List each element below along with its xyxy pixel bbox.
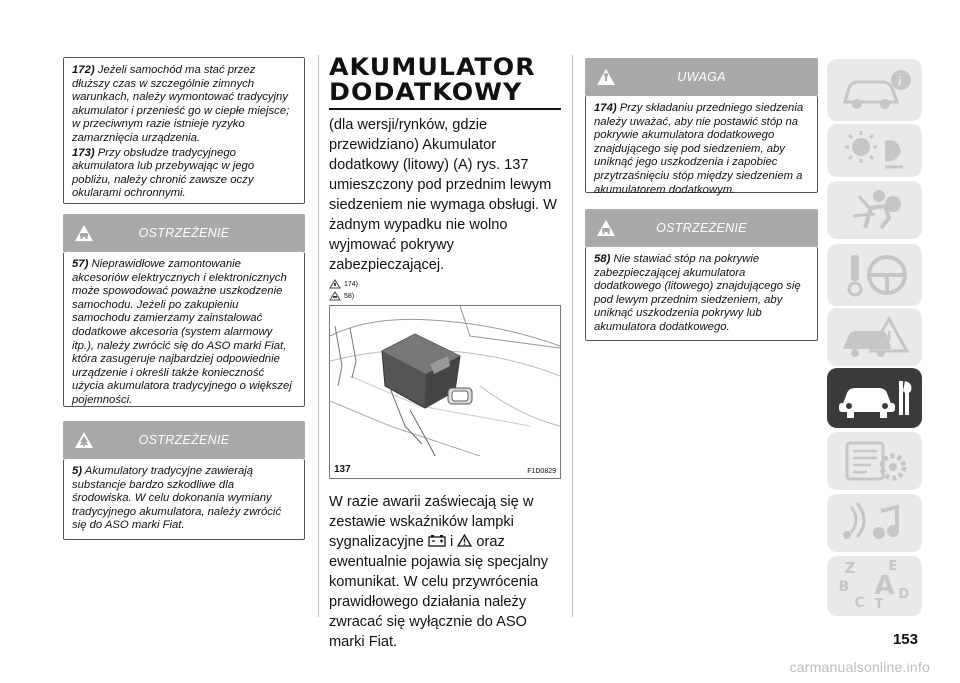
outro-text-i: i: [450, 534, 454, 550]
note-box-172-173: [63, 57, 305, 204]
tab-emergency[interactable]: [827, 308, 922, 366]
note-number: 5): [72, 465, 83, 477]
section-heading-line1: AKUMULATOR: [329, 53, 536, 81]
battery-warning-light-icon: [428, 534, 446, 547]
caution-box-174: [585, 96, 818, 196]
svg-text:i: i: [897, 73, 902, 88]
note-text: Przy obsłudze tradycyjnego akumulatora lub przebywając w jego pobliżu, należy chronić zawsze oczy okularami ochronnymi.: [72, 146, 255, 200]
index-letter: T: [874, 597, 884, 612]
caution-title: UWAGA: [677, 70, 726, 84]
car-crash-warning-icon: [835, 313, 915, 361]
car-info-icon: [835, 66, 915, 114]
airbag-person-icon: [835, 186, 915, 234]
car-service-tools-icon: [835, 375, 915, 421]
reference-number: 174): [344, 280, 359, 288]
left-column: [63, 57, 305, 540]
specs-gear-icon: [835, 437, 915, 485]
note-number: 57): [72, 258, 89, 270]
page-number: 153: [892, 631, 918, 648]
warning-title: OSTRZEŻENIE: [138, 226, 230, 240]
reference-number: 58): [344, 292, 355, 300]
multimedia-icon: [835, 499, 915, 547]
key-steering-icon: [835, 249, 915, 301]
note-text: Jeżeli samochód ma stać przez dłuższy czas w szczególnie zimnych warunkach, należy wymontować tradycyjny akumulator i przenieść go w ciepłe miejsce; w przeciwnym razie istnieje ryzyko zamarznięcia urządzenia.: [72, 64, 290, 144]
watermark-text: carmanualsonline.info: [789, 659, 930, 675]
heading-rule: [329, 108, 561, 110]
index-letter: B: [838, 579, 850, 595]
warning-box-5: [63, 459, 305, 540]
index-letter: A: [874, 571, 895, 601]
warning-header-58: [585, 209, 818, 247]
outro-text-b: oraz ewentualnie pojawia się specjalny komunikat. W celu przywrócenia prawidłowego działania należy zwracać się wyłącznie do ASO marki Fiat.: [329, 534, 549, 650]
general-warning-light-icon: [457, 534, 472, 547]
index-letter: D: [898, 587, 910, 602]
middle-column: [329, 55, 561, 652]
note-number: 174): [594, 102, 617, 114]
warning-box-57: [63, 252, 305, 407]
warning-title: OSTRZEŻENIE: [656, 221, 747, 235]
warning-header-5: [63, 421, 305, 459]
tab-maintenance[interactable]: [827, 368, 922, 428]
tab-starting-driving[interactable]: [827, 244, 922, 306]
note-number: 172): [72, 64, 95, 76]
tab-car-info[interactable]: [827, 59, 922, 121]
index-letter: Z: [844, 559, 856, 577]
figure-number: 137: [334, 464, 351, 475]
tab-multimedia[interactable]: [827, 494, 922, 552]
index-letters-icon: [835, 559, 915, 613]
figure-caption-bar: [334, 464, 556, 475]
warning-box-58: [585, 247, 818, 341]
figure-137: [329, 305, 561, 479]
note-text: Nieprawidłowe zamontowanie akcesoriów elektrycznych i elektronicznych może spowodować poważne uszkodzenie samochodu. Jeżeli po zakupieniu samochodu zamierzamy zainstalować dodatkowe akcesoria (system alarmowy itp.), należy zwrócić się do ASO marki Fiat, która zasugeruje najbardziej odpowiednie urządzenie i określi także konieczność użycia akumulatora tradycyjnego o większej pojemności.: [72, 258, 292, 406]
column-divider-left: [318, 55, 319, 617]
note-number: 58): [594, 253, 611, 265]
outro-text-a: W razie awarii zaświecają się w zestawie wskaźników lampki sygnalizacyjne: [329, 494, 534, 550]
lights-icon: [835, 129, 915, 173]
right-column: [585, 58, 818, 341]
index-letter: C: [854, 595, 865, 611]
tab-index[interactable]: [827, 556, 922, 616]
tab-safety[interactable]: [827, 181, 922, 239]
outro-paragraph: [329, 492, 561, 652]
intro-paragraph: (dla wersji/rynków, gdzie przewidziano) Akumulator dodatkowy (litowy) (A) rys. 137 umieszczony pod przednim lewym siedzeniem nie wymaga obsługi. W żadnym wypadku nie wolno wyjmować pokrywy zabezpieczającej.: [329, 117, 557, 273]
note-text: Przy składaniu przedniego siedzenia należy uważać, aby nie postawić stóp na pokrywie akumulatora dodatkowego znajdującego się pod siedzeniem, aby uniknąć jego uszkodzenia i zapobiec przytrzaśnięciu stóp między siedzeniem a akumulatorem dodatkowym.: [594, 102, 804, 196]
reference-174: [329, 278, 561, 290]
warning-header-57: [63, 214, 305, 252]
note-text: Nie stawiać stóp na pokrywie zabezpieczającej akumulatora dodatkowego (litowego) znajdującego się pod lewym przednim siedzeniem, aby uniknąć uszkodzenia pokrywy lub akumulatora dodatkowego.: [594, 253, 801, 333]
index-letter: E: [888, 559, 898, 574]
tab-technical-data[interactable]: [827, 432, 922, 490]
wrench-warning-icon: [329, 279, 341, 289]
reference-list: [329, 278, 561, 302]
car-warning-icon: [329, 291, 341, 301]
column-divider-right: [572, 55, 573, 617]
caution-header-174: [585, 58, 818, 96]
section-heading-line2: DODATKOWY: [329, 78, 523, 106]
note-number: 173): [72, 146, 95, 159]
reference-58: [329, 290, 561, 302]
battery-under-seat-illustration: [330, 306, 560, 456]
tab-lights[interactable]: [827, 124, 922, 177]
warning-title: OSTRZEŻENIE: [138, 433, 230, 447]
figure-code: F1D0829: [527, 468, 556, 475]
note-text: Akumulatory tradycyjne zawierają substancje bardzo szkodliwe dla środowiska. W celu dokonania wymiany tradycyjnego akumulatora, należy zwrócić się do ASO marki Fiat.: [72, 465, 282, 532]
